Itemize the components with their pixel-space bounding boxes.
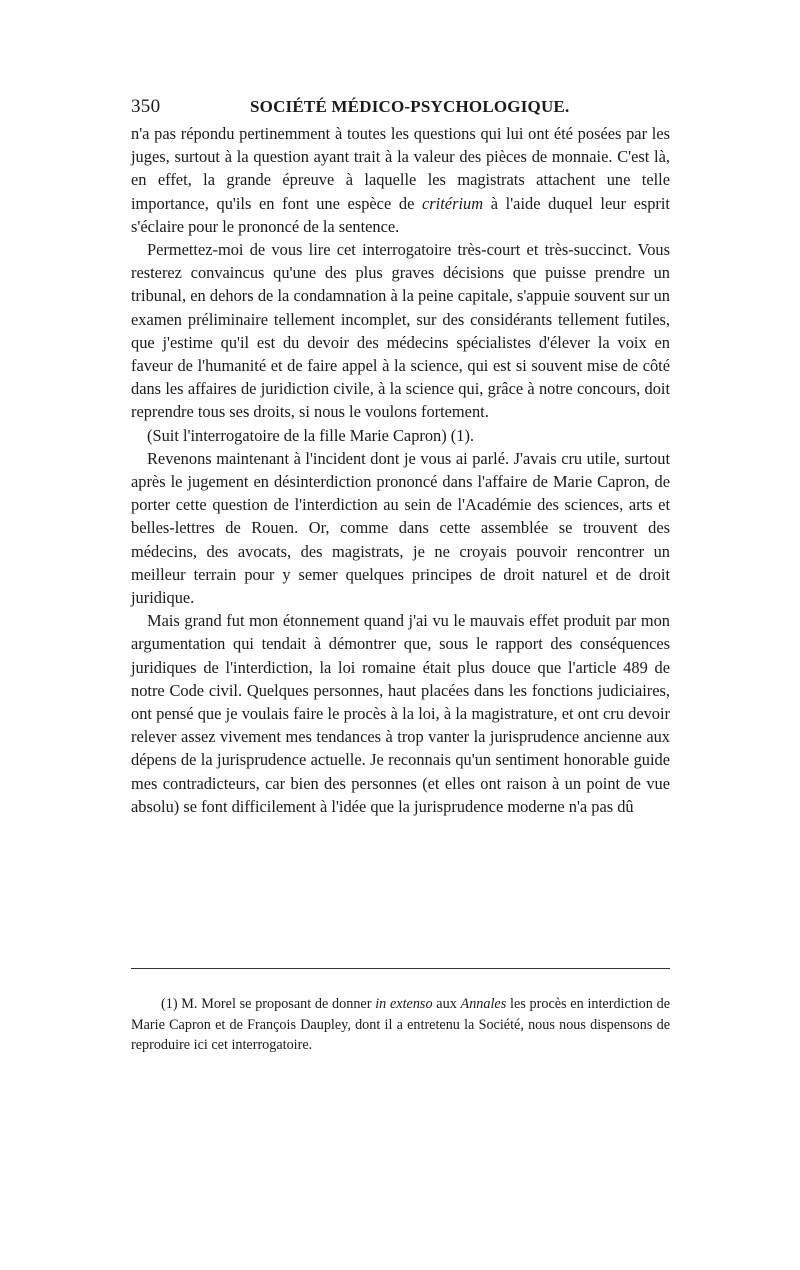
body-text: [131, 122, 670, 818]
journal-title: SOCIÉTÉ MÉDICO-PSYCHOLOGIQUE.: [250, 97, 570, 116]
footnote-segment: (1) M. Morel se proposant de donner: [161, 996, 376, 1012]
footnote-rule: [131, 968, 670, 969]
paragraph-text: (Suit l'interrogatoire de la fille Marie Capron) (1).: [147, 425, 475, 445]
footnote-text: [131, 994, 670, 1056]
paragraph: [131, 609, 670, 818]
paragraph-text: Permettez-moi de vous lire cet interrogatoire très-court et très-succinct. Vous resterez convaincus qu'une des plus graves décisions que puisse prendre un tribunal, en dehors de la condamnation à la peine capitale, s'appuie souvent sur un examen préliminaire tellement incomplet, sur des considérants tellement futiles, que j'estime qu'il est du devoir des médecins spécialistes d'élever la voix en faveur de l'humanité et de faire appel à la science, qui est si souvent mise de côté dans les affaires de juridiction civile, à la science qui, grâce à notre concours, doit reprendre tous ses droits, si nous le voulons fortement.: [131, 240, 670, 422]
paragraph-text: n'a pas répondu pertinemment à toutes les questions qui lui ont été posées par les juges, surtout à la question ayant trait à la valeur des pièces de monnaie. C'est là, en effet, la grande épreuve à laquelle les magistrats attachent une telle importance, qu'ils en font une espèce de: [131, 124, 670, 213]
italic-term: Annales: [460, 996, 507, 1012]
running-head: [131, 96, 670, 122]
italic-term: critérium: [422, 193, 484, 213]
paragraph: [131, 424, 670, 447]
footnote-segment: aux: [432, 996, 461, 1012]
italic-term: in extenso: [375, 996, 433, 1012]
paragraph: [131, 447, 670, 609]
footnote: [131, 994, 670, 1056]
paragraph: [131, 122, 670, 238]
footnote-segment: les procès en interdiction de Marie Capron et de François Daupley, dont il a entretenu la Société, nous nous dispensons de reproduire ici cet interrogatoire.: [131, 996, 670, 1053]
paragraph: [131, 238, 670, 424]
page: [131, 96, 670, 818]
paragraph-text: Revenons maintenant à l'incident dont je vous ai parlé. J'avais cru utile, surtout après le jugement en désinterdiction prononcé dans l'affaire de Marie Capron, de porter cette question de l'interdiction au sein de l'Académie des sciences, arts et belles-lettres de Rouen. Or, comme dans cette assemblée se trouvent des médecins, des avocats, des magistrats, je ne croyais pouvoir rencontrer un meilleur terrain pour y semer quelques principes de droit naturel et de droit juridique.: [131, 448, 670, 608]
paragraph-text: à l'aide duquel leur esprit s'éclaire pour le prononcé de la sentence.: [131, 193, 670, 236]
paragraph-text: Mais grand fut mon étonnement quand j'ai vu le mauvais effet produit par mon argumentation qui tendait à démontrer que, sous le rapport des conséquences juridiques de l'interdiction, la loi romaine était plus douce que l'article 489 de notre Code civil. Quelques personnes, haut placées dans les fonctions judiciaires, ont pensé que je voulais faire le procès à la loi, à la magistrature, et ont cru devoir relever assez vivement mes tendances à trop vanter la jurisprudence ancienne aux dépens de la jurisprudence actuelle. Je reconnais qu'un sentiment honorable guide mes contradicteurs, car bien des personnes (et elles ont raison à un point de vue absolu) se font difficilement à l'idée que la jurisprudence moderne n'a pas dû: [131, 611, 670, 816]
page-number: 350: [131, 96, 161, 117]
